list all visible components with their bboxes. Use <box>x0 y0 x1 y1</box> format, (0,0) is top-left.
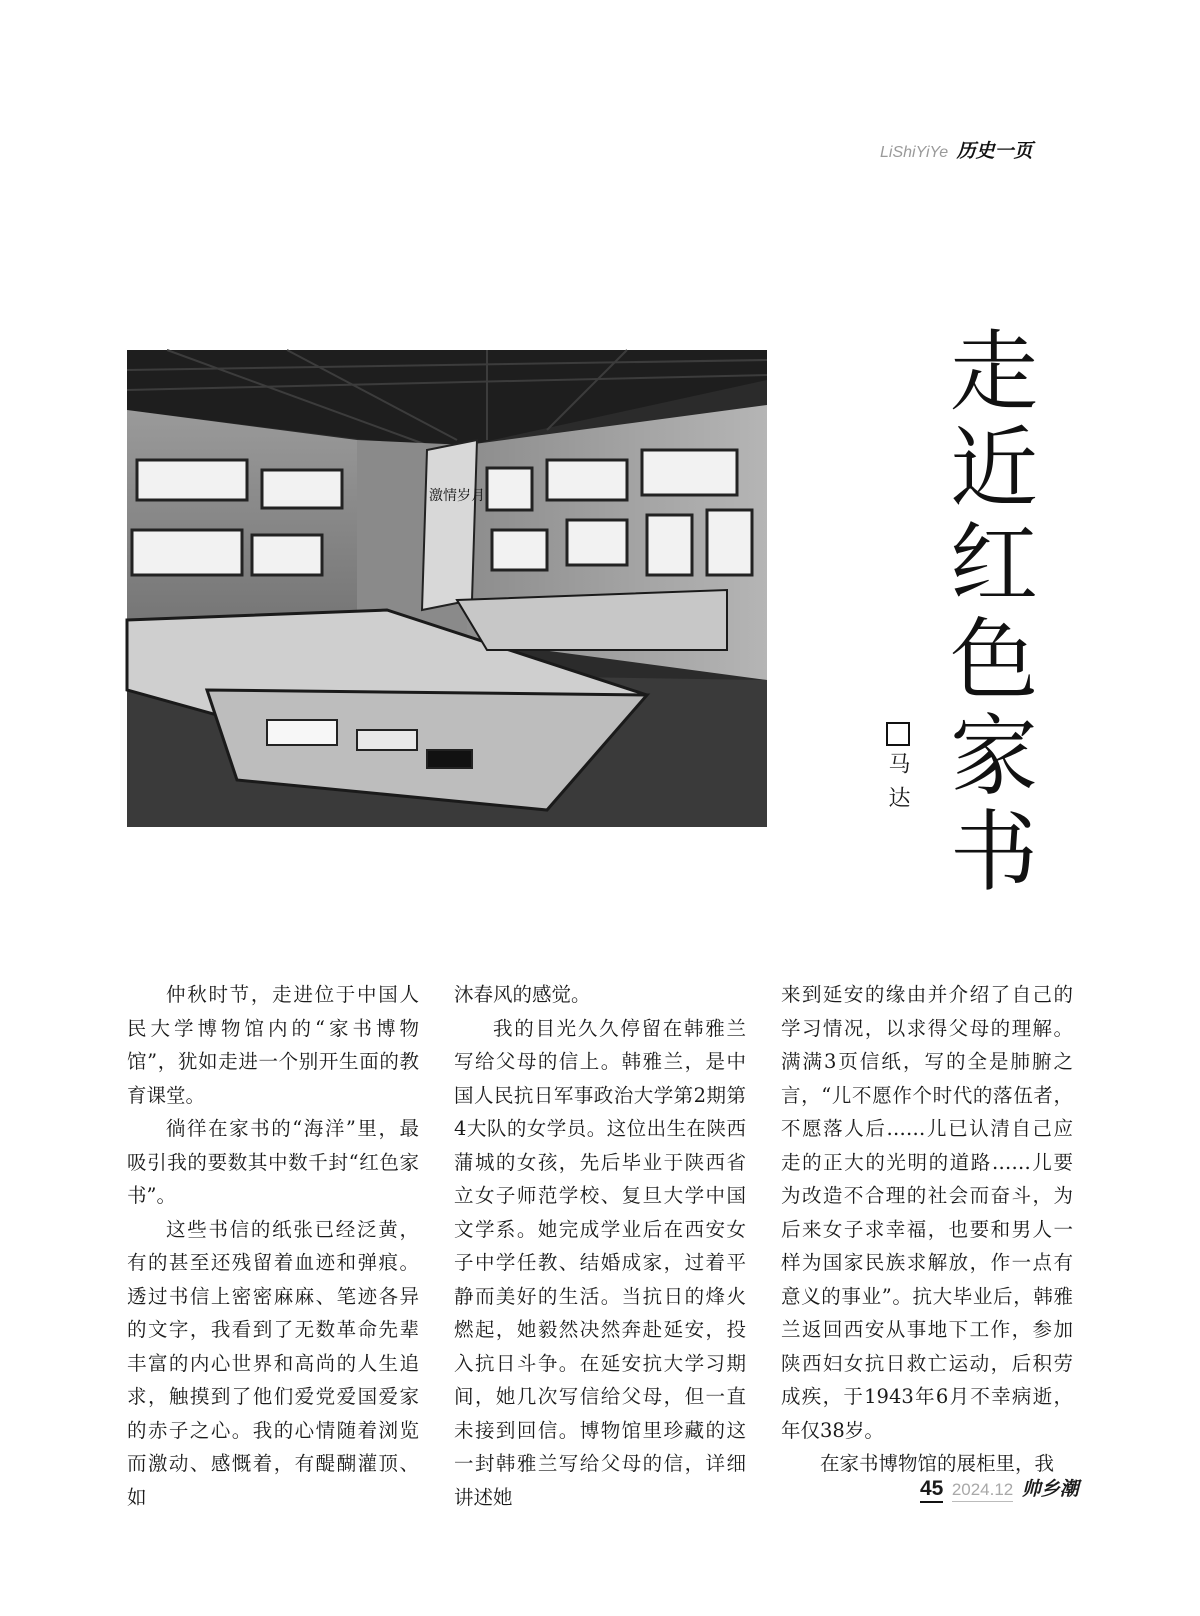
paragraph: 仲秋时节，走进位于中国人民大学博物馆内的“家书博物馆”，犹如走进一个别开生面的教育课堂。 <box>127 983 419 1107</box>
exhibit-sign: 激情岁月 <box>429 488 485 504</box>
museum-photo <box>127 350 767 827</box>
page-footer <box>920 1474 1079 1501</box>
column-1 <box>127 978 419 1509</box>
paragraph: 徜徉在家书的“海洋”里，最吸引我的要数其中数千封“红色家书”。 <box>127 1117 419 1207</box>
section-title: 历史一页 <box>956 141 1033 162</box>
page-number: 45 <box>920 1477 943 1503</box>
section-pinyin: LiShiYiYe <box>880 144 949 161</box>
paragraph: 在家书博物馆的展柜里，我 <box>820 1452 1055 1475</box>
column-3 <box>781 978 1073 1475</box>
paragraph: 沐春风的感觉。 <box>454 983 591 1006</box>
magazine-name: 帅乡潮 <box>1021 1479 1079 1500</box>
museum-exhibition-image <box>127 350 767 827</box>
paragraph: 来到延安的缘由并介绍了自己的学习情况，以求得父母的理解。满满3页信纸，写的全是肺腑之言，“儿不愿作个时代的落伍者，不愿落人后……儿已认清自己应走的正大的光明的道路……儿要为改造不合理的社会而奋斗，为后来女子求幸福，也要和男人一样为国家民族求解放，作一点有意义的事业”。抗大毕业后，韩雅兰返回西安从事地下工作，参加陕西妇女抗日救亡运动，后积劳成疾，于1943年6月不幸病逝，年仅38岁。 <box>781 983 1073 1442</box>
author-name: 马达 <box>885 752 910 820</box>
author-box-icon <box>886 722 910 746</box>
issue-date: 2024.12 <box>952 1480 1013 1502</box>
running-header <box>880 136 1033 163</box>
paragraph: 这些书信的纸张已经泛黄，有的甚至还残留着血迹和弹痕。透过书信上密密麻麻、笔迹各异的文字，我看到了无数革命先辈丰富的内心世界和高尚的人生追求，触摸到了他们爱党爱国爱家的赤子之心。我的心情随着浏览而激动、感慨着，有醍醐灌顶、如 <box>127 1217 419 1509</box>
paragraph: 我的目光久久停留在韩雅兰写给父母的信上。韩雅兰，是中国人民抗日军事政治大学第2期第4大队的女学员。这位出生在陕西蒲城的女孩，先后毕业于陕西省立女子师范学校、复旦大学中国文学系。她完成学业后在西安女子中学任教、结婚成家，过着平静而美好的生活。当抗日的烽火燃起，她毅然决然奔赴延安，投入抗日斗争。在延安抗大学习期间，她几次写信给父母，但一直未接到回信。博物馆里珍藏的这一封韩雅兰写给父母的信，详细讲述她 <box>454 1016 746 1509</box>
article-title: 走近红色家书 <box>936 325 1039 901</box>
column-2 <box>454 978 746 1509</box>
